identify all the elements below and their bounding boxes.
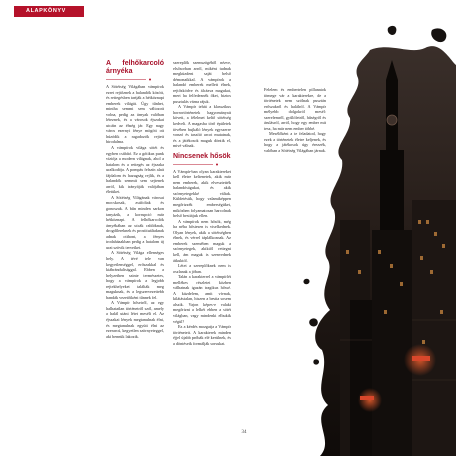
paragraph: A Sötétség Világa ellenséges hely. A tévé tele van kegyetlenséggel, erőszakkal és kiábrándultsággal. Ebben a helyzetben szinte természetes, hogy a vámpírok a legjobb rejtekhelyeket találták meg maguknak, és a legszervezettebb bandák vezetőiként tűnnek fel. [106, 250, 164, 300]
ink-splatter [431, 28, 446, 42]
paragraph: Ez a kérdés mozgatja a Vámpír történeteit. A karakterek minden éjjel újabb próbák elé kerülnek, és a döntéseik formálják sorsukat. [173, 324, 231, 346]
paragraph: A Sötétség Világának városai mocskosak, zsúfoltak és gonoszak. A bűn minden sarkon tanyázik, a korrupció már hétköznapi. A felhőkarcolók árnyékában az utcák rablóknak, drogdílereknek és prostituáltaknak adnak otthont, a fényes irodaházakban pedig a hatalom új urai szövik terveiket. [106, 194, 164, 250]
gothic-city-illustration [300, 20, 456, 456]
title-ornament [106, 78, 164, 81]
ink-splatter [388, 26, 397, 35]
tower-clock-face [387, 115, 397, 125]
title-ornament [173, 163, 231, 166]
ink-splatter [303, 279, 309, 284]
text-column-1 [106, 60, 164, 339]
paragraph: A vámpírok világa sötét és egyben csábító. Ez a gótikus punk víziója a modern világnak, ahol a hatalom és a rettegés az éjszaka uralkodója. A pompás felszín alatt fájdalom és hazugság rejlik, és a halandók semmit sem sejtenek arról, kik irányítják valójában életüket. [106, 145, 164, 195]
running-head: ALAPKÖNYV [14, 6, 84, 17]
paragraph: A Vámpír hőseiről, az egy halhatatlan történetről szól, amely a halál utáni létet meséli el. Az éjszakai lények megtanulnak élni, és megtanulnak együtt élni az ezerarcú, kegyetlen szörnyeteggel, aki bennük lakozik. [106, 300, 164, 339]
paragraph: szereplők szemszögéből nézve, elsősorban arról, miként tudnak megküzdeni saját belső démonaikkal. A vámpírok a halandó emberek mellett élnek, rejtőzködve és álcázva magukat, mert ha felfedeznék őket, biztos pusztulás várna rájuk. [173, 60, 231, 104]
paragraph: Talán a karakterrel a vámpírlét mellékes részletei közben válhatnak igazán tragikus hőssé. A küzdelem, amit vívnak, kilátástalan, hiszen a bestia sosem alszik. Vajon képes-e valaki megőrizni a lelkét ebben a sötét világban, vagy mindenki elbukik végül? [173, 274, 231, 324]
section-title-no-heroes: Nincsenek hősök [173, 152, 231, 160]
paragraph: A Vámpír tehát a klasszikus horrortörténetek hagyományait követi, a félelmet keltő sötétség kedveli. A magasba törő épületek tövében bujkáló lények egyszerre vonzó és taszító arcot mutatnak, és a játékosok maguk döntik el, mivé válnak. [173, 104, 231, 149]
paragraph: A Sötétség Világában vámpírok ezrei rejtőznek a halandók között, és rettegésben tartják a hétköznapi emberek világát. Úgy tűnhet, mintha semmi sem változott volna, pedig az árnyak valóban léteznek, és a városok éjszakai utcáin az éhség jár. Egy nagy város ezernyi fénye mögött ott húzódik a ragadozók rejtett birodalma. [106, 84, 164, 145]
paragraph: Felelem és embertelen pillanatok tömege vár a karakterekre, de a történetek nem szólnak pusztán erőszakról és halálról. A Vámpír mélyebb dolgokról mesél: szerelemről, gyűlöletről, hűségről és árulásról, arról, hogy egy ember mit tesz, ha már nem ember többé. [264, 87, 326, 131]
section-title-shadow-of-skyscraper: A felhőkarcoló árnyéka [106, 60, 164, 75]
page-number: 34 [241, 430, 247, 435]
ink-splatter [309, 318, 318, 326]
paragraph: A vámpírok nem hősök, még ha néha hősiesen is viselkednek. Olyan lények, akik a sötétségben élnek, és vérrel táplálkoznak. Az emberek szemében maguk a szörnyetegek, akiktől rettegni kell, ám maguk is szenvednek átkuktól. [173, 218, 231, 263]
text-column-2 [173, 60, 231, 346]
ink-splatter [313, 359, 319, 364]
paragraph: Mesélőként a te feladatod, hogy ezek a történetek életre keljenek, és hogy a játékosok úgy érezzék, valóban a Sötétség Világában járnak. [264, 131, 326, 154]
paragraph: A Vámpír-ban olyan karaktereket kell életre keltenetek, akik már nem emberek, akik elvesztették halandóságukat, és akik szörnyetegekké váltak. Küldetésük, hogy valamiképpen megőrizzék emberségüket, miközben folyamatosan harcolnak belső bestiájuk ellen. [173, 168, 231, 219]
paragraph: Létet a szereplőknek nem is oszlanak a jóban. [173, 263, 231, 274]
